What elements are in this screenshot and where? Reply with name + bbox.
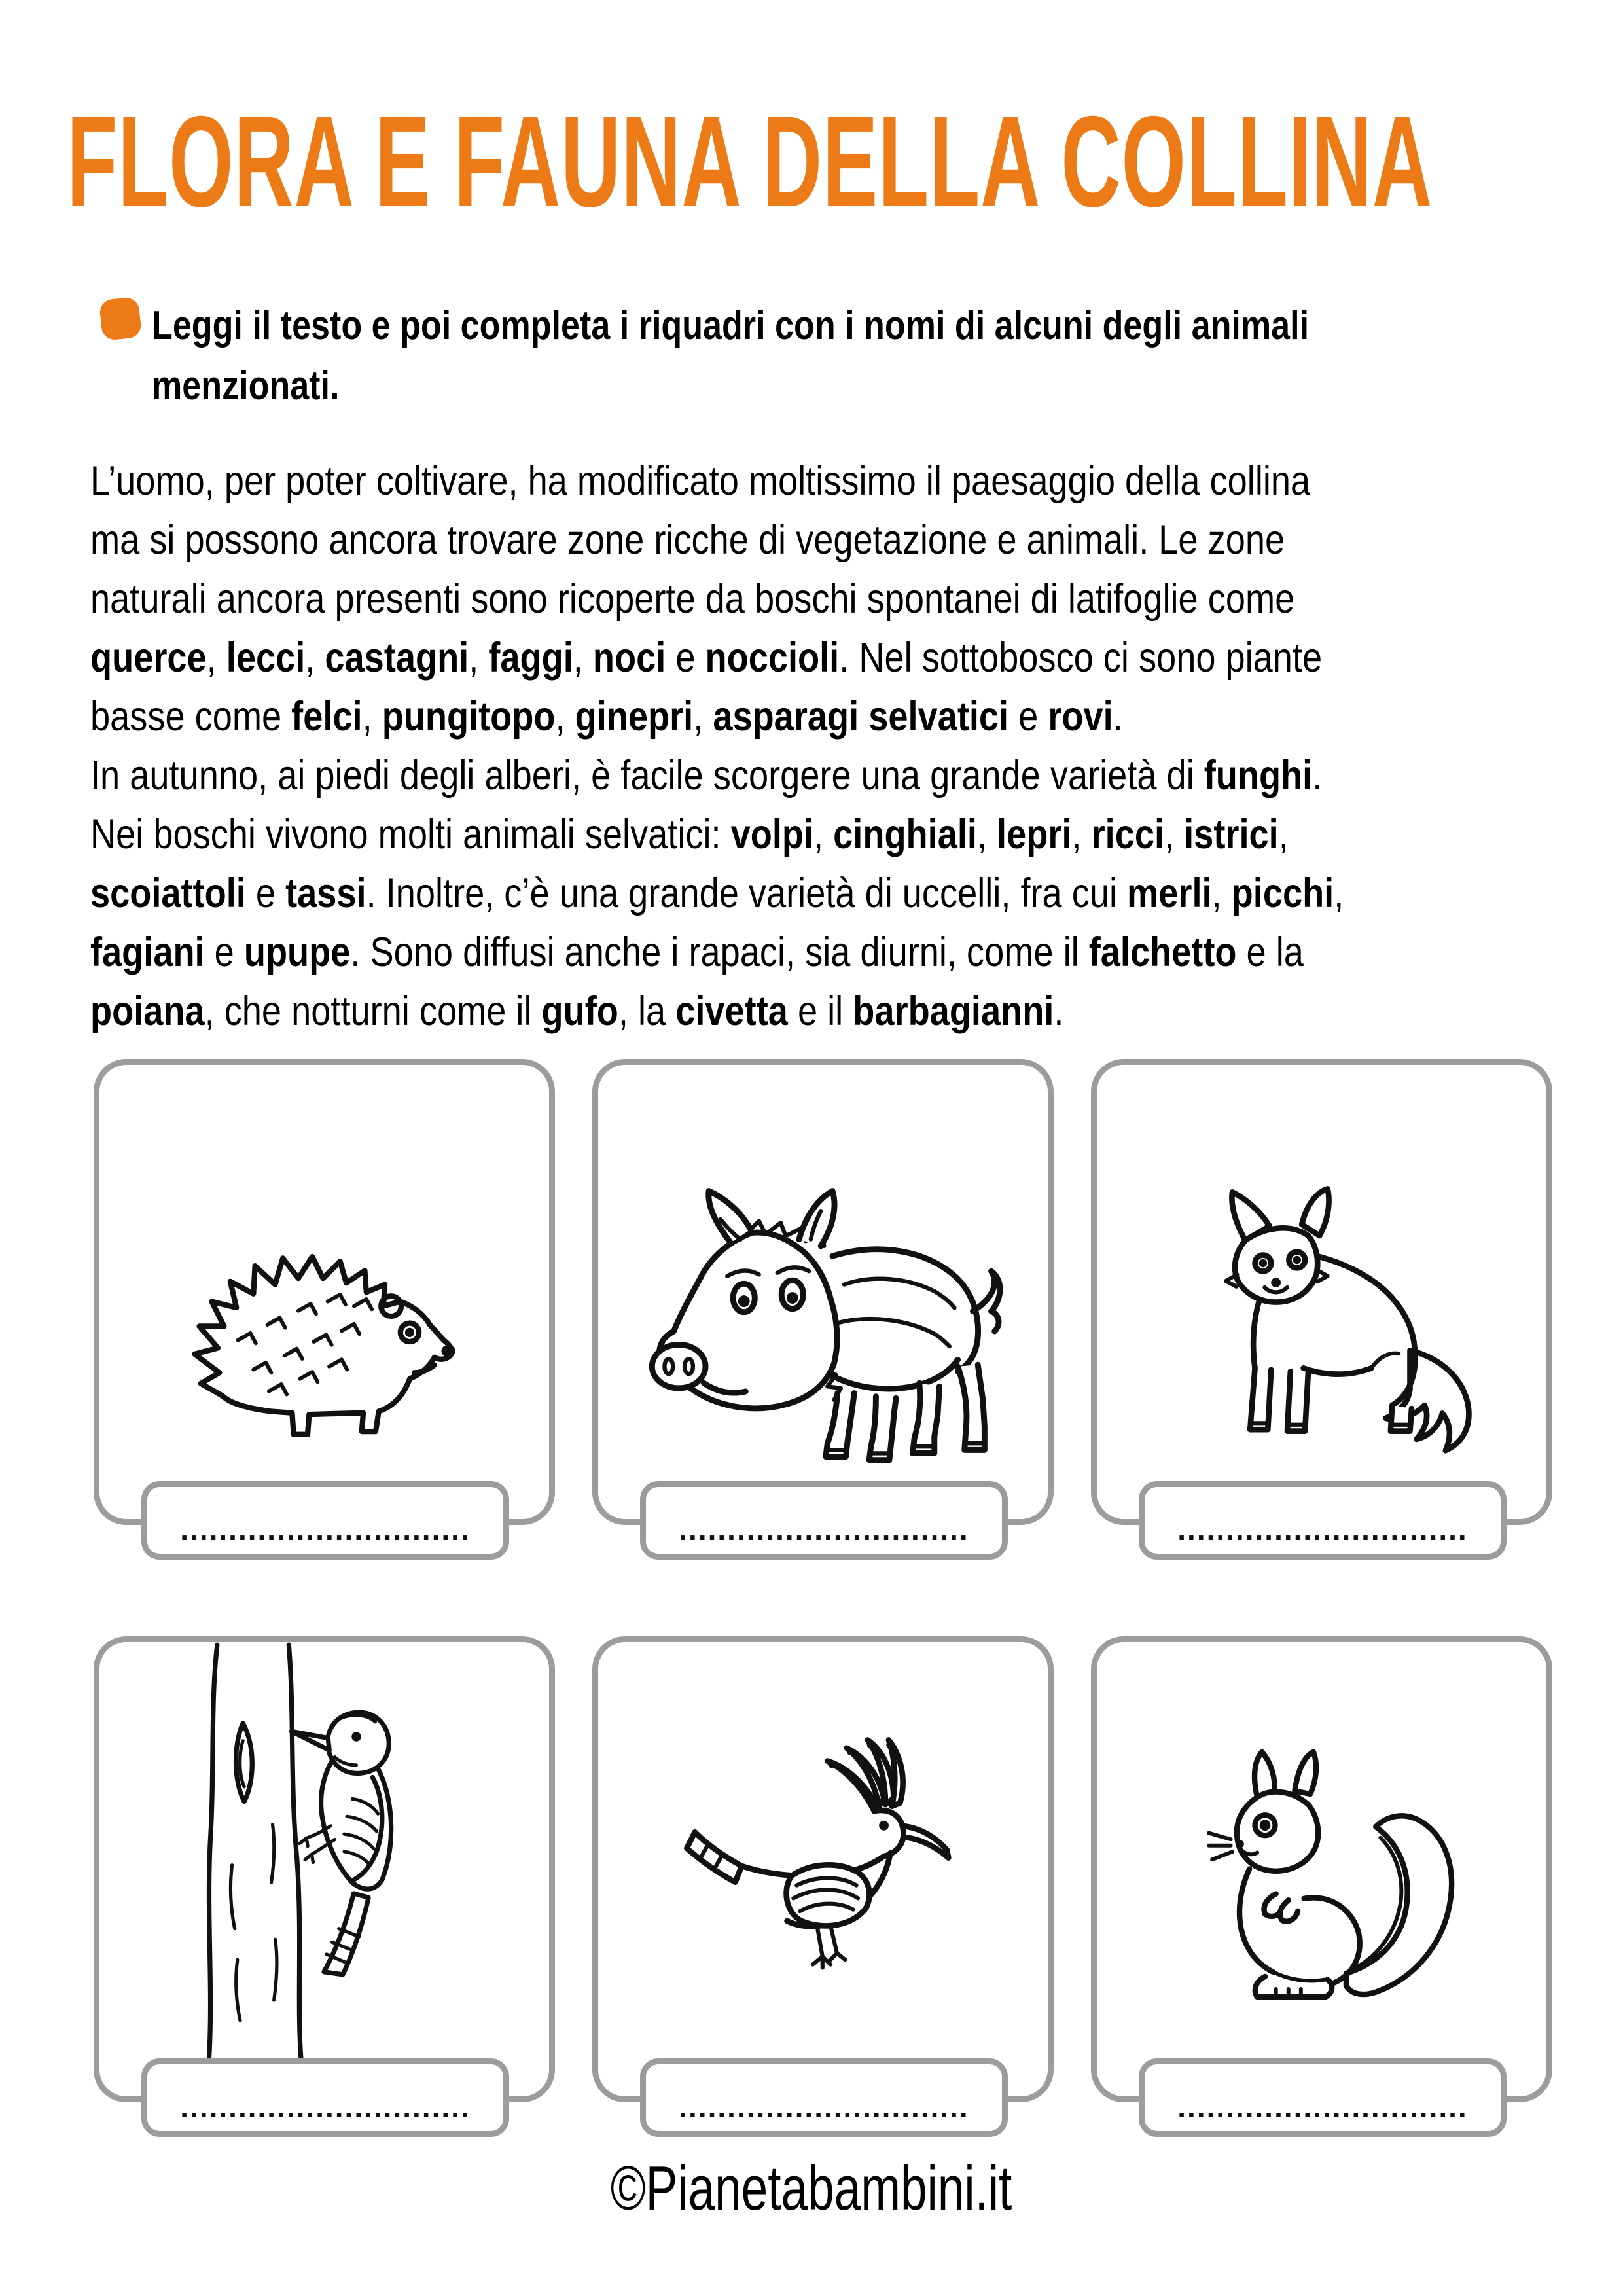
- instruction-line-2: menzionati.: [152, 363, 340, 408]
- paragraph-line: L’uomo, per poter coltivare, ha modificato moltissimo il paesaggio della collina: [90, 458, 1311, 504]
- instruction-text: [152, 296, 1309, 416]
- cards-row-2: [94, 1636, 1553, 2124]
- paragraph-line: poiana, che notturni come il gufo, la civetta e il barbagianni.: [90, 988, 1064, 1034]
- card-hedgehog: [94, 1059, 555, 1547]
- paragraph-line: querce, lecci, castagni, faggi, noci e noccioli. Nel sottobosco ci sono piante: [90, 635, 1323, 681]
- woodpecker-drawing: [172, 1642, 476, 2061]
- paragraph-line: scoiattoli e tassi. Inoltre, c’è una grande varietà di uccelli, fra cui merli, picchi,: [90, 870, 1344, 916]
- card-wild-boar: [592, 1059, 1054, 1547]
- dotted-line: ..............................: [180, 1513, 471, 1547]
- footer: [0, 2153, 1623, 2223]
- answer-box: [640, 1481, 1008, 1560]
- paragraph-line: naturali ancora presenti sono ricoperte da boschi spontanei di latifoglie come: [90, 576, 1295, 622]
- card-woodpecker: [94, 1636, 555, 2124]
- instruction-line-1: Leggi il testo e poi completa i riquadri con i nomi di alcuni degli animali: [152, 303, 1310, 348]
- reading-text: [90, 452, 1344, 1041]
- paragraph-line: fagiani e upupe. Sono diffusi anche i rapaci, sia diurni, come il falchetto e la: [90, 929, 1304, 975]
- dotted-line: ..............................: [1177, 2090, 1468, 2124]
- footer-credit: ©Pianetabambini.it: [611, 2153, 1012, 2223]
- answer-box: [1139, 2058, 1507, 2137]
- instruction-bullet-icon: [99, 296, 142, 341]
- dotted-line: ..............................: [1177, 1513, 1468, 1547]
- hedgehog-drawing: [154, 1189, 495, 1467]
- animal-cards-grid: [94, 1059, 1553, 2124]
- answer-box: [1139, 1481, 1507, 1560]
- dotted-line: ..............................: [679, 2090, 969, 2124]
- dotted-line: ..............................: [679, 1513, 969, 1547]
- card-fox: [1091, 1059, 1552, 1547]
- fox-drawing: [1132, 1160, 1512, 1467]
- answer-box: [141, 2058, 509, 2137]
- wild-boar-drawing: [627, 1156, 1020, 1473]
- paragraph-line: basse come felci, pungitopo, ginepri, asparagi selvatici e rovi.: [90, 694, 1123, 740]
- page-title: FLORA E FAUNA DELLA COLLINA: [67, 89, 1433, 234]
- dotted-line: ..............................: [180, 2090, 471, 2124]
- answer-box: [640, 2058, 1008, 2137]
- squirrel-drawing: [1139, 1729, 1505, 2041]
- paragraph-line: In autunno, ai piedi degli alberi, è facile scorgere una grande varietà di funghi.: [90, 753, 1323, 798]
- hoopoe-drawing: [633, 1714, 1013, 2037]
- paragraph-line: Nei boschi vivono molti animali selvatici: volpi, cinghiali, lepri, ricci, istrici,: [90, 812, 1289, 857]
- paragraph-line: ma si possono ancora trovare zone ricche di vegetazione e animali. Le zone: [90, 517, 1285, 563]
- cards-row-1: [94, 1059, 1553, 1547]
- card-hoopoe: [592, 1636, 1054, 2124]
- card-squirrel: [1091, 1636, 1552, 2124]
- answer-box: [141, 1481, 509, 1560]
